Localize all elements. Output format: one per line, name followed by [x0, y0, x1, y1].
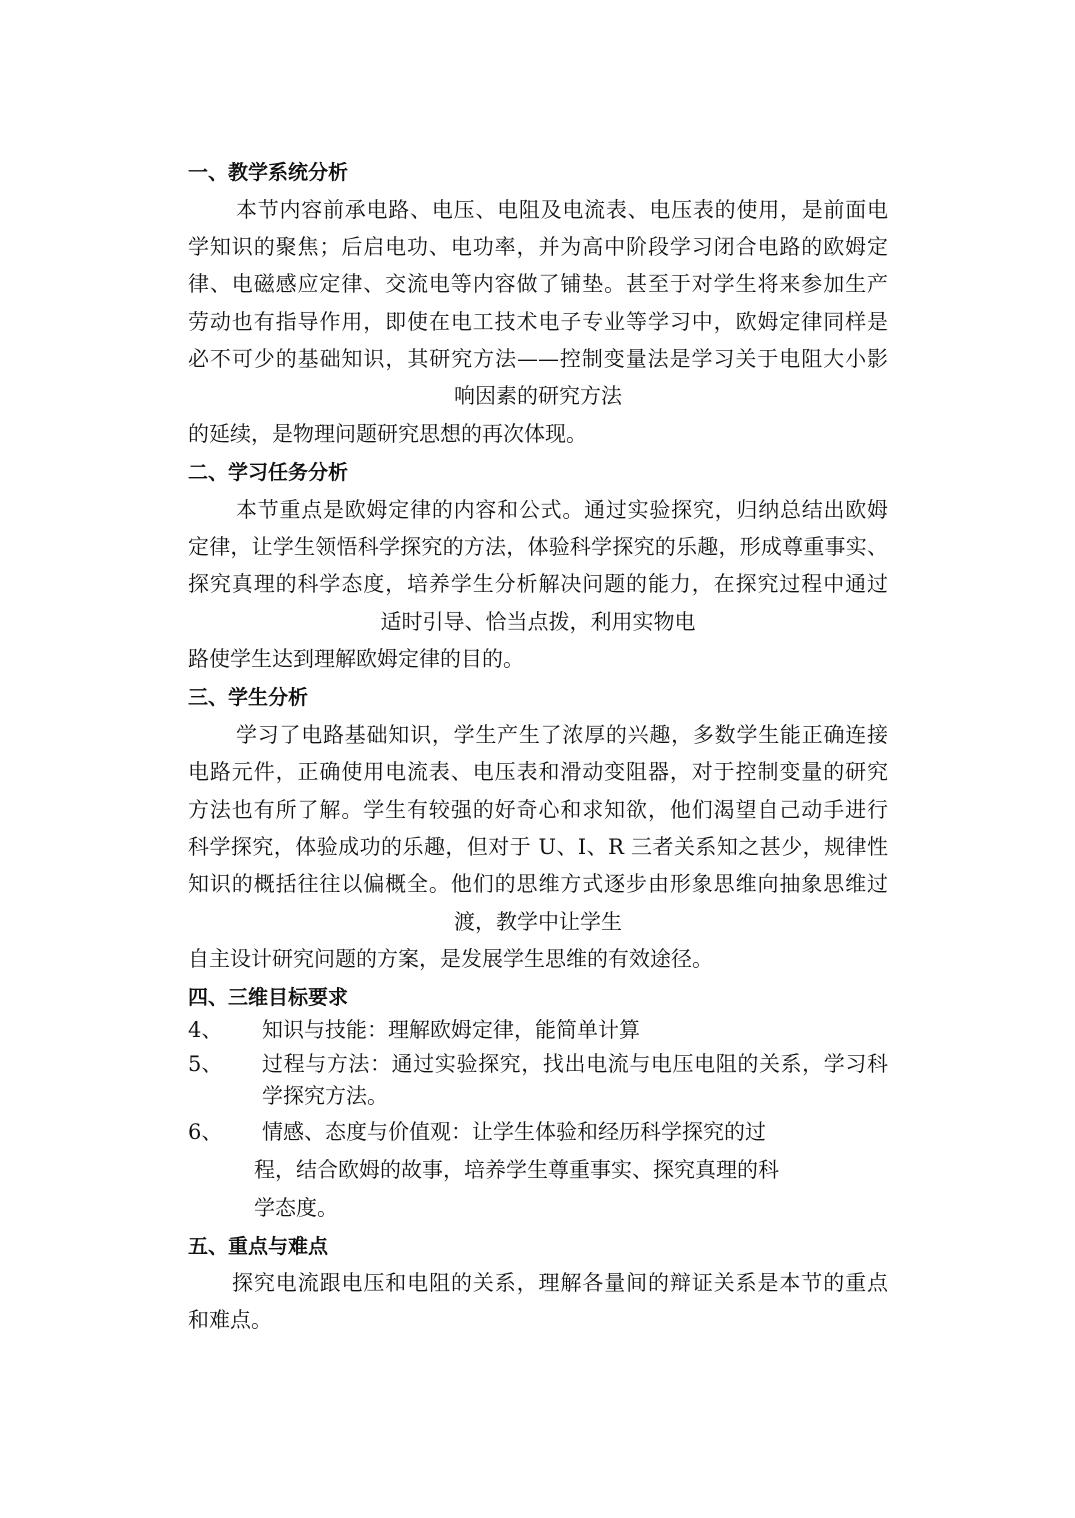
section-heading-student-analysis: 三、学生分析 [188, 685, 308, 709]
paragraph-line: 和难点。 [188, 1308, 272, 1332]
paragraph-line: 学习了电路基础知识，学生产生了浓厚的兴趣，多数学生能正确连接 [236, 723, 888, 747]
paragraph-line: 自主设计研究问题的方案，是发展学生思维的有效途径。 [188, 947, 713, 971]
paragraph-line: 本节重点是欧姆定律的内容和公式。通过实验探究，归纳总结出欧姆 [236, 498, 888, 522]
paragraph-line: 路使学生达到理解欧姆定律的目的。 [188, 647, 524, 671]
list-item-number: 5、 [188, 1052, 223, 1076]
paragraph-line: 响因素的研究方法 [454, 384, 622, 408]
list-item-text: 程，结合欧姆的故事，培养学生尊重事实、探究真理的科 [254, 1158, 779, 1182]
list-item-text: 知识与技能：理解欧姆定律，能简单计算 [262, 1018, 640, 1042]
paragraph-line: 的延续，是物理问题研究思想的再次体现。 [188, 422, 587, 446]
list-item-text: 情感、态度与价值观：让学生体验和经历科学探究的过 [262, 1120, 766, 1144]
paragraph-line: 适时引导、恰当点拨，利用实物电 [380, 610, 696, 634]
list-item-text: 过程与方法：通过实验探究，找出电流与电压电阻的关系，学习科 [262, 1052, 888, 1076]
paragraph-line: 必不可少的基础知识，其研究方法——控制变量法是学习关于电阻大小影 [188, 347, 888, 371]
paragraph-line: 知识的概括往往以偏概全。他们的思维方式逐步由形象思维向抽象思维过 [188, 872, 888, 896]
section-heading-objectives: 四、三维目标要求 [188, 985, 348, 1009]
section-heading-learning-task: 二、学习任务分析 [188, 460, 348, 484]
paragraph-line: 律、电磁感应定律、交流电等内容做了铺垫。甚至于对学生将来参加生产 [188, 272, 888, 296]
paragraph-line: 电路元件，正确使用电流表、电压表和滑动变阻器，对于控制变量的研究 [188, 760, 888, 784]
paragraph-line: 探究电流跟电压和电阻的关系，理解各量间的辩证关系是本节的重点 [232, 1271, 888, 1295]
list-item-number: 4、 [188, 1018, 223, 1042]
paragraph-line: 劳动也有指导作用，即使在电工技术电子专业等学习中，欧姆定律同样是 [188, 310, 888, 334]
list-item-number: 6、 [188, 1120, 223, 1144]
paragraph-line: 科学探究，体验成功的乐趣，但对于 U、I、R 三者关系知之甚少，规律性 [188, 835, 888, 859]
paragraph-line: 定律，让学生领悟科学探究的方法，体验科学探究的乐趣，形成尊重事实、 [188, 535, 888, 559]
paragraph-line: 本节内容前承电路、电压、电阻及电流表、电压表的使用，是前面电 [236, 198, 888, 222]
section-heading-analysis: 一、教学系统分析 [188, 160, 348, 184]
paragraph-line: 方法也有所了解。学生有较强的好奇心和求知欲，他们渴望自己动手进行 [188, 798, 888, 822]
list-item-text: 学态度。 [254, 1196, 338, 1220]
section-heading-key-difficult: 五、重点与难点 [188, 1234, 328, 1258]
list-item-text: 学探究方法。 [262, 1084, 388, 1108]
paragraph-line: 探究真理的科学态度，培养学生分析解决问题的能力，在探究过程中通过 [188, 572, 888, 596]
paragraph-line: 渡，教学中让学生 [454, 910, 622, 934]
paragraph-line: 学知识的聚焦；后启电功、电功率，并为高中阶段学习闭合电路的欧姆定 [188, 235, 888, 259]
